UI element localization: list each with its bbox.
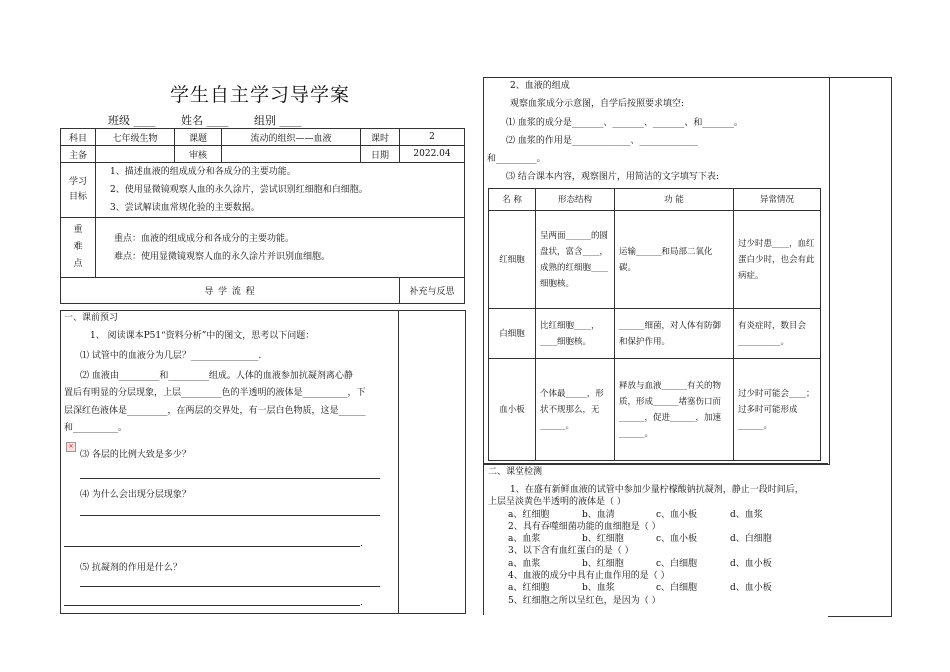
option: c、白细胞	[656, 583, 698, 593]
question-4: ⑷ 为什么会出现分层现象？	[80, 490, 191, 500]
right-notes-column	[828, 77, 892, 617]
class-field: 班级 ____	[108, 114, 156, 127]
table-instruction: ⑶ 结合课本内容，观察图片，用简洁的文字填写下表:	[506, 172, 719, 182]
question-3: ⑶ 各层的比例大致是多少？	[80, 450, 191, 460]
question-1: 1、 阅读课本P51“资料分析”中的图文，思考以下问题：	[90, 331, 315, 341]
lesson-info-table	[60, 128, 465, 304]
period-mark: .	[360, 598, 363, 608]
test-q3: 3、以下含有血红蛋白的是（ ）	[508, 546, 634, 556]
cell-shape: 个体最_____，形状不规那么，无______。	[536, 359, 615, 461]
question-1-2: ⑵ 血液由_________和_________组成。人体的血液参加抗凝剂离心静	[80, 371, 353, 381]
test-q5: 5、红细胞之所以呈红色，是因为（ ）	[508, 596, 661, 606]
plasma-functions: ⑵ 血浆的作用是_____________、_____________	[506, 136, 698, 146]
group-field: 组别 ____	[254, 114, 302, 127]
plasma-components: ⑴ 血浆的成分是_______、_______、_______、和_______。	[506, 118, 743, 128]
answer-line	[80, 478, 380, 479]
cell-name: 血小板	[489, 359, 536, 461]
goals-list	[96, 163, 465, 218]
key-point: 难点：使用显微镜观察人血的永久涂片并识别血细胞。	[114, 251, 331, 262]
review-label: 审核	[175, 146, 222, 163]
right-frame-edge	[483, 463, 484, 615]
question-1-2-cont: 置后有明显的分层现象，上层_________色的半透明的液体是__________，下	[64, 388, 366, 398]
section-2-intro: 观察血浆成分示意图，自学后按照要求填空:	[510, 99, 685, 109]
option: a、血浆	[508, 559, 541, 569]
period-mark: .	[360, 539, 363, 549]
test-heading: 二、课堂检测	[488, 467, 543, 477]
col-shape: 形态结构	[536, 189, 615, 211]
table-row	[489, 309, 821, 359]
answer-line	[80, 586, 380, 587]
plasma-functions-cont: 和_________。	[487, 154, 546, 164]
goals-label: 学习 目标	[61, 163, 96, 218]
key-points	[96, 218, 465, 278]
date-label: 日期	[361, 146, 400, 163]
test-q4: 4、血液的成分中具有止血作用的是（ ）	[508, 571, 670, 581]
preview-heading: 一、课前预习	[64, 313, 119, 323]
answer-line	[64, 546, 360, 547]
answer-line	[80, 515, 380, 516]
notes-header: 补充与反思	[400, 278, 465, 304]
option: a、血浆	[508, 534, 541, 544]
col-function: 功 能	[615, 189, 734, 211]
option: b、血浆	[582, 583, 615, 593]
notes-column	[398, 310, 466, 614]
col-abnormal: 异常情况	[734, 189, 821, 211]
section-2-title: 2、血液的组成	[510, 81, 570, 91]
test-q1: 1、在盛有新鲜血液的试管中参加少量柠檬酸钠抗凝剂，静止一段时间后，	[510, 485, 804, 495]
goal-item: 2、使用显微镜观察人血的永久涂片，尝试识别红细胞和白细胞。	[110, 185, 368, 195]
option: a、红细胞	[508, 510, 550, 520]
question-5: ⑸ 抗凝剂的作用是什么？	[80, 563, 182, 573]
question-1-2-cont: 层深红色液体是_________，在两层的交界处，有一层白色物质，这是______	[64, 406, 366, 416]
option: b、红细胞	[582, 559, 624, 569]
table-row	[489, 211, 821, 309]
key-points-label: 重 难 点	[61, 218, 96, 278]
cell-shape: 比红细胞____，____细胞核。	[536, 309, 615, 359]
col-name: 名 称	[489, 189, 536, 211]
cell-shape: 呈两面______的圆盘状，富含____，成熟的红细胞____细胞核。	[536, 211, 615, 309]
period-value: 2	[400, 129, 465, 146]
question-1-1: ⑴ 试管中的血液分为几层？_______________.	[80, 351, 262, 361]
period-label: 课时	[361, 129, 400, 146]
cell-name: 白细胞	[489, 309, 536, 359]
name-field: 姓名 ____	[181, 114, 229, 127]
key-point: 重点：血液的组成成分和各成分的主要功能。	[114, 233, 295, 244]
option: d、血小板	[730, 583, 772, 593]
goal-item: 3、尝试解读血常规化验的主要数据。	[110, 203, 260, 213]
cell-function: ______细菌，对人体有防御和保护作用。	[615, 309, 734, 359]
topic-label: 课题	[175, 129, 222, 146]
answer-line	[64, 605, 360, 606]
cell-abnormal: 过少时患____，血红蛋白少时，也会有此病症。	[734, 211, 821, 309]
option: d、血小板	[730, 559, 772, 569]
cell-name: 红细胞	[489, 211, 536, 309]
date-value: 2022.04	[400, 146, 465, 163]
option: d、血浆	[730, 510, 763, 520]
option: a、红细胞	[508, 583, 550, 593]
blood-cells-table	[488, 188, 821, 461]
cell-function: 释放与血液______有关的物质，形成______堵塞伤口而______，促进______，加速______。	[615, 359, 734, 461]
cell-function: 运输______和局部二氧化碳。	[615, 211, 734, 309]
review-value	[222, 146, 361, 163]
subject-label: 科目	[61, 129, 96, 146]
section-divider	[483, 463, 828, 464]
option: d、白细胞	[730, 534, 772, 544]
lead-value	[96, 146, 175, 163]
subject-value: 七年级生物	[96, 129, 175, 146]
broken-image-icon: ✕	[66, 442, 76, 452]
option: c、血小板	[656, 534, 698, 544]
option: c、白细胞	[656, 559, 698, 569]
table-row	[489, 359, 821, 461]
student-info-line	[108, 112, 324, 128]
question-1-2-cont: 和__________。	[64, 423, 128, 433]
goal-item: 1、描述血液的组成成分和各成分的主要功能。	[110, 167, 296, 177]
page-title: 学生自主学习导学案	[169, 84, 350, 106]
test-q2: 2、具有吞噬细菌功能的血细胞是（ ）	[508, 522, 661, 532]
option: b、血清	[582, 510, 615, 520]
topic-value: 流动的组织——血液	[222, 129, 361, 146]
option: b、红细胞	[582, 534, 624, 544]
lead-label: 主备	[61, 146, 96, 163]
cell-abnormal: 过少时可能会____；过多时可能形成______。	[734, 359, 821, 461]
option: c、血小板	[656, 510, 698, 520]
test-q1-cont: 上层呈淡黄色半透明的液体是（ ）	[488, 497, 626, 507]
cell-abnormal: 有炎症时，数目会__________。	[734, 309, 821, 359]
process-header: 导 学 流 程	[61, 278, 400, 304]
